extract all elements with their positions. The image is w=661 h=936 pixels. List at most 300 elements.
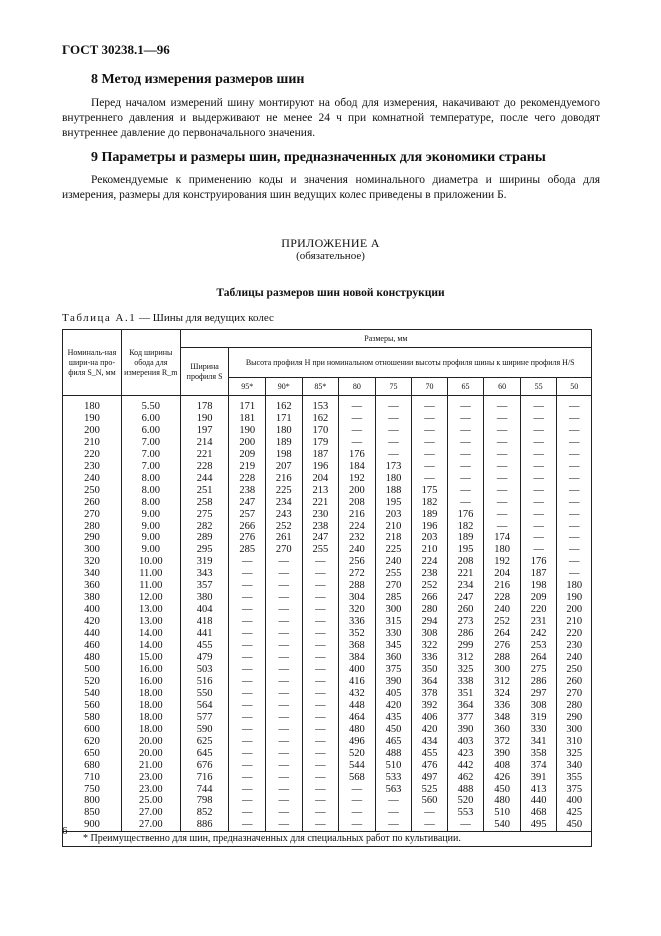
table-cell: 220: [63, 449, 122, 461]
table-cell: 286: [520, 676, 557, 688]
table-cell: 308: [520, 700, 557, 712]
table-row: [63, 784, 592, 796]
table-cell: 189: [412, 509, 448, 521]
table-cell: 203: [412, 532, 448, 544]
table-cell: 240: [557, 652, 592, 664]
section-8-title: 8 Метод измерения размеров шин: [91, 72, 305, 87]
table-cell: 450: [557, 819, 592, 831]
table-cell: 325: [447, 664, 484, 676]
table-cell: 403: [447, 736, 484, 748]
table-cell: 288: [339, 580, 376, 592]
table-cell: 620: [63, 736, 122, 748]
table-cell: 252: [484, 616, 521, 628]
table-cell: —: [266, 628, 303, 640]
table-cell: 27.00: [121, 819, 180, 831]
table-cell: 798: [180, 795, 229, 807]
table-cell: 480: [339, 724, 376, 736]
table-cell: —: [266, 807, 303, 819]
table-cell: —: [302, 819, 339, 831]
table-cell: 285: [229, 544, 266, 556]
table-row: [63, 664, 592, 676]
table-cell: 13.00: [121, 604, 180, 616]
table-cell: —: [229, 640, 266, 652]
table-cell: 173: [375, 461, 412, 473]
table-cell: 315: [375, 616, 412, 628]
table-cell: 189: [447, 532, 484, 544]
table-cell: 460: [63, 640, 122, 652]
table-cell: 230: [302, 509, 339, 521]
table-cell: 406: [412, 712, 448, 724]
section-8-text: Перед началом измерений шину монтируют на обод для измерения, накачивают до рекомендуемого внутреннего давления и выдерживают не менее 24 ч при комнатной температуре, после чего доводят внутреннее давление до первоначального значения.: [62, 97, 600, 139]
table-cell: 420: [375, 700, 412, 712]
table-cell: —: [266, 795, 303, 807]
table-cell: —: [266, 580, 303, 592]
table-cell: —: [302, 736, 339, 748]
table-cell: —: [484, 413, 521, 425]
table-cell: 189: [266, 437, 303, 449]
table-cell: —: [484, 497, 521, 509]
table-cell: —: [302, 772, 339, 784]
table-cell: 800: [63, 795, 122, 807]
table-cell: 176: [447, 509, 484, 521]
table-cell: 391: [520, 772, 557, 784]
table-cell: —: [484, 509, 521, 521]
table-cell: —: [266, 772, 303, 784]
table-cell: —: [557, 532, 592, 544]
table-cell: —: [229, 784, 266, 796]
table-cell: 250: [557, 664, 592, 676]
table-cell: 14.00: [121, 640, 180, 652]
table-cell: —: [302, 616, 339, 628]
table-row: [63, 807, 592, 819]
table-cell: —: [520, 544, 557, 556]
table-cell: —: [375, 795, 412, 807]
table-cell: —: [302, 712, 339, 724]
table-cell: —: [266, 748, 303, 760]
table-cell: 198: [266, 449, 303, 461]
table-cell: 270: [266, 544, 303, 556]
table-cell: 510: [375, 760, 412, 772]
table-row: [63, 748, 592, 760]
table-cell: 280: [412, 604, 448, 616]
table-cell: —: [302, 556, 339, 568]
table-cell: 645: [180, 748, 229, 760]
table-row: [63, 437, 592, 449]
table-cell: 355: [557, 772, 592, 784]
table-cell: 390: [484, 748, 521, 760]
table-cell: 520: [63, 676, 122, 688]
table-cell: —: [520, 532, 557, 544]
table-cell: 200: [63, 425, 122, 437]
table-cell: 221: [447, 568, 484, 580]
table-cell: 312: [484, 676, 521, 688]
table-cell: —: [375, 819, 412, 831]
table-cell: —: [375, 425, 412, 437]
table-cell: 319: [520, 712, 557, 724]
header-ratio: 55: [520, 378, 557, 396]
table-cell: 364: [412, 676, 448, 688]
table-cell: 336: [484, 700, 521, 712]
table-cell: —: [339, 795, 376, 807]
table-cell: 322: [412, 640, 448, 652]
table-row: [63, 724, 592, 736]
table-cell: 162: [266, 396, 303, 413]
table-cell: 198: [520, 580, 557, 592]
table-cell: 563: [375, 784, 412, 796]
header-ratio: 80: [339, 378, 376, 396]
table-cell: 176: [520, 556, 557, 568]
table-cell: —: [520, 461, 557, 473]
table-row: [63, 592, 592, 604]
table-cell: —: [229, 676, 266, 688]
table-cell: 162: [302, 413, 339, 425]
table-cell: 221: [180, 449, 229, 461]
table-cell: 240: [63, 473, 122, 485]
table-cell: —: [520, 485, 557, 497]
table-cell: 8.00: [121, 497, 180, 509]
table-cell: 480: [63, 652, 122, 664]
table-cell: —: [229, 664, 266, 676]
table-cell: —: [266, 819, 303, 831]
table-cell: 464: [339, 712, 376, 724]
header-ratio: 85*: [302, 378, 339, 396]
table-cell: 195: [375, 497, 412, 509]
table-cell: 261: [266, 532, 303, 544]
table-row: [63, 568, 592, 580]
table-cell: —: [302, 784, 339, 796]
table-caption: [62, 312, 274, 324]
table-cell: 210: [375, 521, 412, 533]
table-cell: —: [375, 413, 412, 425]
table-row: [63, 449, 592, 461]
table-cell: 716: [180, 772, 229, 784]
table-cell: —: [339, 784, 376, 796]
table-cell: —: [229, 580, 266, 592]
table-cell: 351: [447, 688, 484, 700]
table-cell: 234: [447, 580, 484, 592]
table-caption-prefix: Таблица А.1: [62, 312, 137, 324]
table-cell: —: [520, 521, 557, 533]
table-cell: —: [557, 544, 592, 556]
document-code: ГОСТ 30238.1—96: [62, 42, 170, 57]
table-cell: 744: [180, 784, 229, 796]
table-cell: —: [520, 497, 557, 509]
table-cell: —: [557, 413, 592, 425]
table-cell: 420: [63, 616, 122, 628]
table-cell: —: [520, 396, 557, 413]
table-cell: —: [520, 449, 557, 461]
table-cell: 234: [266, 497, 303, 509]
table-cell: 184: [339, 461, 376, 473]
table-cell: —: [447, 413, 484, 425]
table-cell: 520: [339, 748, 376, 760]
table-cell: —: [447, 449, 484, 461]
table-cell: 170: [302, 425, 339, 437]
table-cell: 276: [484, 640, 521, 652]
table-cell: 304: [339, 592, 376, 604]
table-cell: 240: [484, 604, 521, 616]
table-cell: 520: [447, 795, 484, 807]
table-cell: 25.00: [121, 795, 180, 807]
table-cell: 338: [447, 676, 484, 688]
table-row: [63, 544, 592, 556]
table-cell: —: [229, 688, 266, 700]
table-cell: 390: [375, 676, 412, 688]
table-cell: —: [266, 616, 303, 628]
table-row: [63, 652, 592, 664]
table-row: [63, 676, 592, 688]
table-cell: 560: [412, 795, 448, 807]
table-cell: 220: [557, 628, 592, 640]
table-cell: 18.00: [121, 700, 180, 712]
table-cell: 540: [484, 819, 521, 831]
table-cell: 219: [229, 461, 266, 473]
table-cell: —: [266, 736, 303, 748]
table-cell: 238: [229, 485, 266, 497]
table-cell: 320: [63, 556, 122, 568]
table-cell: —: [447, 396, 484, 413]
header-ratio: 90*: [266, 378, 303, 396]
table-cell: 441: [180, 628, 229, 640]
table-cell: —: [266, 700, 303, 712]
table-cell: —: [557, 556, 592, 568]
table-cell: —: [302, 628, 339, 640]
table-cell: 480: [484, 795, 521, 807]
table-cell: —: [229, 795, 266, 807]
table-cell: —: [266, 724, 303, 736]
table-cell: —: [484, 425, 521, 437]
table-cell: 255: [302, 544, 339, 556]
header-profile-height: Высота профиля H при номинальном отношении высоты профиля шины к ширине профиля H/S: [229, 348, 592, 378]
table-cell: 650: [63, 748, 122, 760]
table-cell: 264: [520, 652, 557, 664]
table-cell: 299: [447, 640, 484, 652]
table-cell: 680: [63, 760, 122, 772]
table-cell: 330: [520, 724, 557, 736]
table-cell: —: [266, 556, 303, 568]
table-cell: 9.00: [121, 509, 180, 521]
section-9-title: 9 Параметры и размеры шин, предназначенных для экономики страны: [91, 150, 546, 165]
table-cell: 465: [375, 736, 412, 748]
table-cell: 23.00: [121, 784, 180, 796]
table-cell: —: [520, 509, 557, 521]
table-cell: 200: [339, 485, 376, 497]
table-cell: —: [302, 652, 339, 664]
appendix-status: (обязательное): [296, 250, 365, 262]
table-cell: 390: [447, 724, 484, 736]
table-cell: —: [557, 473, 592, 485]
table-cell: 297: [520, 688, 557, 700]
table-cell: —: [484, 521, 521, 533]
table-cell: 455: [412, 748, 448, 760]
table-cell: 294: [412, 616, 448, 628]
table-cell: 368: [339, 640, 376, 652]
table-row: [63, 461, 592, 473]
table-cell: 434: [412, 736, 448, 748]
table-cell: 300: [484, 664, 521, 676]
table-cell: —: [302, 700, 339, 712]
table-cell: 187: [520, 568, 557, 580]
table-cell: 11.00: [121, 568, 180, 580]
table-cell: —: [447, 819, 484, 831]
table-cell: 343: [180, 568, 229, 580]
table-cell: 247: [447, 592, 484, 604]
table-cell: 10.00: [121, 556, 180, 568]
table-cell: 243: [266, 509, 303, 521]
table-cell: 286: [447, 628, 484, 640]
table-cell: 330: [375, 628, 412, 640]
table-cell: 231: [520, 616, 557, 628]
table-cell: 280: [63, 521, 122, 533]
table-cell: 408: [484, 760, 521, 772]
table-cell: 300: [63, 544, 122, 556]
table-cell: —: [229, 652, 266, 664]
table-cell: 442: [447, 760, 484, 772]
table-cell: 710: [63, 772, 122, 784]
table-cell: —: [447, 497, 484, 509]
table-cell: 8.00: [121, 473, 180, 485]
table-row: [63, 425, 592, 437]
table-cell: —: [302, 724, 339, 736]
table-cell: 18.00: [121, 688, 180, 700]
table-cell: 5.50: [121, 396, 180, 413]
table-cell: 300: [375, 604, 412, 616]
table-cell: 550: [180, 688, 229, 700]
table-cell: 187: [302, 449, 339, 461]
table-row: [63, 760, 592, 772]
table-cell: 377: [447, 712, 484, 724]
table-cell: 190: [557, 592, 592, 604]
table-row: [63, 413, 592, 425]
table-cell: 16.00: [121, 664, 180, 676]
table-cell: 288: [484, 652, 521, 664]
table-cell: —: [557, 497, 592, 509]
table-cell: 210: [557, 616, 592, 628]
table-caption-text: — Шины для ведущих колес: [136, 312, 274, 324]
table-cell: 372: [484, 736, 521, 748]
table-cell: 273: [447, 616, 484, 628]
table-cell: 590: [180, 724, 229, 736]
table-cell: —: [557, 449, 592, 461]
table-cell: 260: [63, 497, 122, 509]
table-cell: —: [302, 664, 339, 676]
table-cell: 440: [520, 795, 557, 807]
table-cell: —: [484, 396, 521, 413]
table-cell: —: [339, 425, 376, 437]
table-cell: —: [302, 795, 339, 807]
table-row: [63, 604, 592, 616]
table-cell: 175: [412, 485, 448, 497]
table-cell: 568: [339, 772, 376, 784]
table-cell: 230: [63, 461, 122, 473]
table-cell: 280: [557, 700, 592, 712]
table-cell: 400: [339, 664, 376, 676]
header-ratio: 95*: [229, 378, 266, 396]
table-cell: 216: [266, 473, 303, 485]
table-cell: 308: [412, 628, 448, 640]
table-cell: —: [266, 784, 303, 796]
table-cell: 188: [375, 485, 412, 497]
table-cell: 181: [229, 413, 266, 425]
table-cell: 540: [63, 688, 122, 700]
table-cell: 11.00: [121, 580, 180, 592]
table-cell: 209: [520, 592, 557, 604]
table-cell: —: [229, 748, 266, 760]
table-cell: —: [375, 396, 412, 413]
table-cell: —: [229, 556, 266, 568]
table-cell: 516: [180, 676, 229, 688]
table-cell: 312: [447, 652, 484, 664]
table-cell: 247: [229, 497, 266, 509]
table-cell: —: [520, 413, 557, 425]
table-cell: —: [266, 640, 303, 652]
table-cell: —: [266, 664, 303, 676]
table-cell: 374: [520, 760, 557, 772]
table-cell: —: [229, 772, 266, 784]
table-cell: 750: [63, 784, 122, 796]
table-cell: 197: [180, 425, 229, 437]
table-cell: 230: [557, 640, 592, 652]
table-cell: —: [229, 736, 266, 748]
table-cell: 196: [302, 461, 339, 473]
tables-title: Таблицы размеров шин новой конструкции: [216, 287, 445, 299]
header-ratio: 65: [447, 378, 484, 396]
table-cell: 12.00: [121, 592, 180, 604]
table-cell: 20.00: [121, 736, 180, 748]
table-cell: 500: [63, 664, 122, 676]
table-cell: —: [302, 760, 339, 772]
table-cell: —: [484, 437, 521, 449]
table-cell: —: [375, 449, 412, 461]
table-cell: 290: [63, 532, 122, 544]
table-row: [63, 712, 592, 724]
table-cell: 180: [375, 473, 412, 485]
table-cell: 225: [375, 544, 412, 556]
table-cell: —: [302, 676, 339, 688]
table-cell: —: [229, 724, 266, 736]
table-cell: 462: [447, 772, 484, 784]
table-cell: 300: [557, 724, 592, 736]
table-cell: —: [557, 521, 592, 533]
table-cell: 488: [447, 784, 484, 796]
table-cell: 285: [375, 592, 412, 604]
table-cell: 252: [412, 580, 448, 592]
table-row: [63, 640, 592, 652]
table-cell: —: [412, 819, 448, 831]
table-cell: 195: [447, 544, 484, 556]
table-cell: 256: [339, 556, 376, 568]
table-cell: —: [447, 437, 484, 449]
page-number: 6: [62, 825, 68, 837]
header-nominal-width: Номиналь-ная шири-на про-филя S_N, мм: [63, 330, 122, 396]
table-cell: 232: [339, 532, 376, 544]
table-cell: 20.00: [121, 748, 180, 760]
header-ratio: 70: [412, 378, 448, 396]
table-cell: 432: [339, 688, 376, 700]
table-cell: 179: [302, 437, 339, 449]
table-cell: 400: [557, 795, 592, 807]
table-row: [63, 772, 592, 784]
table-cell: 27.00: [121, 807, 180, 819]
table-cell: 289: [180, 532, 229, 544]
table-cell: —: [412, 807, 448, 819]
table-cell: —: [229, 700, 266, 712]
table-cell: —: [557, 509, 592, 521]
table-cell: 228: [484, 592, 521, 604]
table-cell: 225: [266, 485, 303, 497]
table-cell: —: [266, 604, 303, 616]
table-cell: 852: [180, 807, 229, 819]
